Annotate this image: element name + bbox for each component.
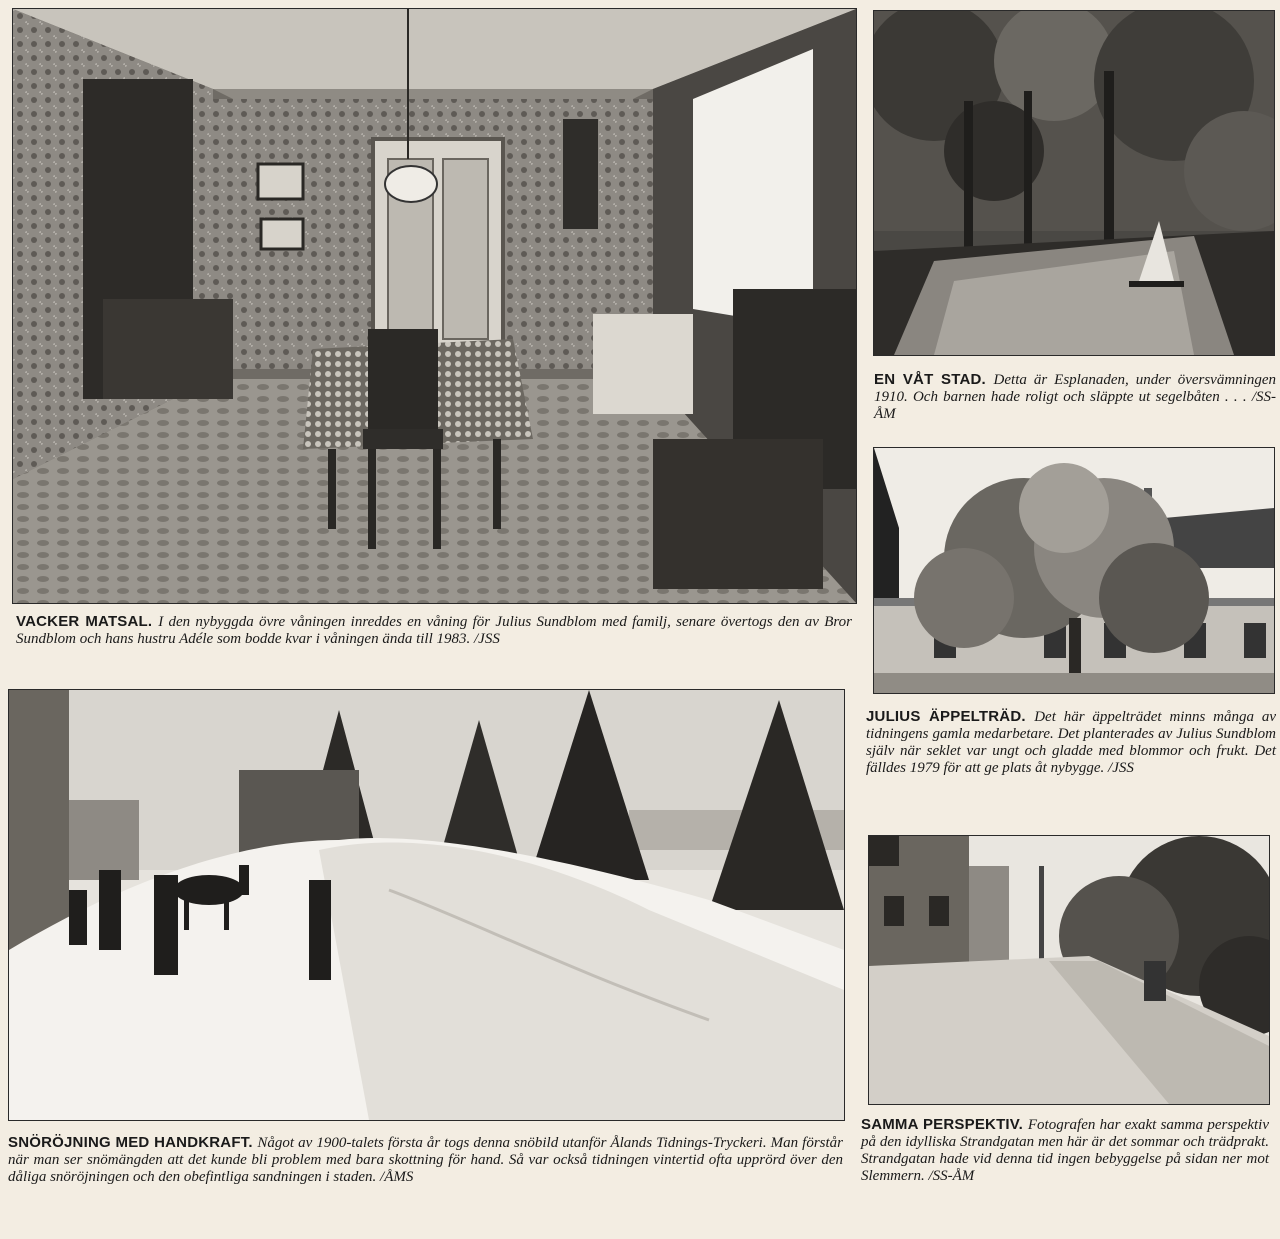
photo-flooded-street [873,10,1275,356]
caption-vacker-matsal [16,613,852,648]
caption-en-vat-stad [874,371,1276,423]
caption-heading: SAMMA PERSPEKTIV. [861,1116,1028,1133]
caption-samma-perspektiv [861,1116,1269,1185]
caption-text: I den nybyggda övre våningen inreddes en våning för Julius Sundblom med familj, senare övertogs den av Bror Sundblom och hans hustru Adéle som bodde kvar i våningen ända till 1983. /JSS [16,614,852,647]
caption-heading: SNÖRÖJNING MED HANDKRAFT. [8,1134,258,1151]
caption-heading: VACKER MATSAL. [16,613,159,630]
photo-apple-tree [873,447,1275,694]
photo-strandgatan-summer [868,835,1270,1105]
caption-heading: EN VÅT STAD. [874,371,994,388]
caption-heading: JULIUS ÄPPELTRÄD. [866,708,1035,725]
photo-dining-room [12,8,857,604]
caption-text: Detta är Esplanaden, under översvämningen 1910. Och barnen hade roligt och släppte ut segelbåten . . . /SS-ÅM [874,372,1276,422]
photo-snow-removal [8,689,845,1121]
caption-julius-appeltrad [866,708,1276,777]
caption-snorojning [8,1134,843,1186]
caption-text: Fotografen har exakt samma perspektiv på den idylliska Strandgatan men här är det sommar och trädprakt. Strandgatan hade vid denna tid ingen bebyggelse på sidan ner mot Slemmern. /SS-ÅM [861,1117,1269,1184]
caption-text: Det här äppelträdet minns många av tidningens gamla medarbetare. Det planterades av Julius Sundblom själv när seklet var ungt och gladde med blommor och frukt. Det fälldes 1979 för att ge plats åt nybygge. /JSS [866,709,1276,776]
caption-text: Något av 1900-talets första år togs denna snöbild utanför Ålands Tidnings-Tryckeri. Man förstår när man ser snömängden att det kunde bli problem med bara skottning för hand. Så var också tidningen vintertid ofta upprörd över den dåliga snöröjningen och den obefintliga sandningen i staden. /ÅMS [8,1135,844,1185]
